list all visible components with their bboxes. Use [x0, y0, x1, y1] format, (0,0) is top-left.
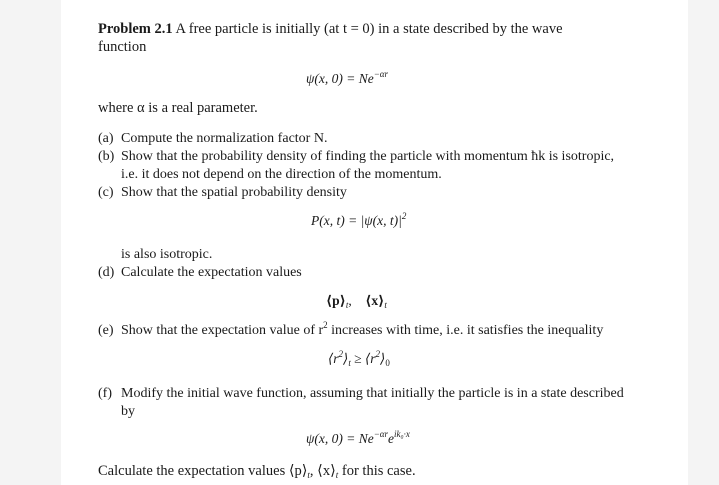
item-b-label: (b) [98, 149, 115, 164]
item-e-text-exponent: 2 [323, 320, 328, 330]
equation-r2-rhs-sub: 0 [385, 358, 390, 368]
problem-number: Problem 2.1 [98, 21, 173, 37]
equation-prob-density-body: P(x, t) = |ψ(x, t)| [311, 213, 402, 228]
final-line-mid: , ⟨x⟩ [309, 463, 336, 479]
equation-r2-lhs-exp: 2 [338, 349, 344, 359]
final-line-pre: Calculate the expectation values ⟨p⟩ [98, 463, 308, 479]
item-f-line2: by [121, 404, 135, 419]
equation-expectation-p: ⟨p⟩ [326, 293, 346, 308]
problem-intro-line1 [98, 20, 658, 38]
final-line-sub2: t [335, 470, 339, 480]
equation-r2-inequality [328, 350, 390, 368]
problem-intro-line2: function [98, 39, 147, 55]
final-line-post: for this case. [338, 463, 416, 479]
item-c-label: (c) [98, 185, 114, 200]
equation-expectations: $⟨p⟩_t$, $⟨x⟩_t$ [326, 293, 387, 310]
final-line-sub1: t [307, 470, 310, 480]
item-e-text [121, 322, 603, 340]
equation-psi-modified-e2: e [388, 431, 395, 446]
item-e-label: (e) [98, 323, 114, 338]
equation-expectation-x-sub: t [384, 300, 387, 310]
item-b-line2: i.e. it does not depend on the direction of the momentum. [121, 167, 442, 182]
problem-page [61, 0, 688, 485]
equation-prob-density-exponent: 2 [401, 211, 407, 221]
equation-r2-lhs-close: ⟩ [343, 351, 349, 366]
equation-r2-rhs-exp: 2 [375, 349, 381, 359]
equation-psi-initial-exponent: −αr [373, 69, 389, 79]
equation-r2-lhs-sub: t [348, 358, 351, 368]
equation-psi-modified-exp2: ik₀·x [394, 429, 410, 439]
item-a-label: (a) [98, 131, 114, 146]
equation-r2-rhs: ⟨r [365, 351, 376, 366]
item-f-line1: Modify the initial wave function, assuming that initially the particle is in a state described [121, 386, 624, 401]
equation-r2-lhs: ⟨r [328, 351, 339, 366]
item-e-text-pre: Show that the expectation value of r [121, 323, 324, 338]
item-c-text: Show that the spatial probability density [121, 185, 347, 200]
item-a-text: Compute the normalization factor N. [121, 131, 328, 146]
equation-r2-rhs-close: ⟩ [380, 351, 386, 366]
equation-prob-density [311, 212, 406, 230]
equation-psi-modified-exp1: −αr [373, 429, 389, 439]
equation-expectation-x: ⟨x⟩ [365, 293, 385, 308]
item-e-text-post: increases with time, i.e. it satisfies the inequality [327, 323, 604, 338]
where-line: where α is a real parameter. [98, 100, 258, 116]
item-c-continuation: is also isotropic. [121, 247, 213, 262]
item-d-label: (d) [98, 265, 115, 280]
equation-psi-initial [306, 70, 388, 88]
item-f-label: (f) [98, 386, 112, 401]
final-line [98, 462, 416, 480]
item-d-text: Calculate the expectation values [121, 265, 302, 280]
equation-r2-relation: ≥ [350, 351, 365, 366]
equation-expectation-p-sub: t [345, 300, 349, 310]
equation-psi-modified [306, 430, 410, 448]
item-b-line1: Show that the probability density of finding the particle with momentum ħk is isotropic, [121, 149, 615, 164]
problem-intro-text: A free particle is initially (at t = 0) in a state described by the wave [175, 21, 563, 37]
equation-psi-modified-lhs: ψ(x, 0) = Ne [306, 431, 374, 446]
equation-psi-initial-lhs: ψ(x, 0) = Ne [306, 71, 374, 86]
